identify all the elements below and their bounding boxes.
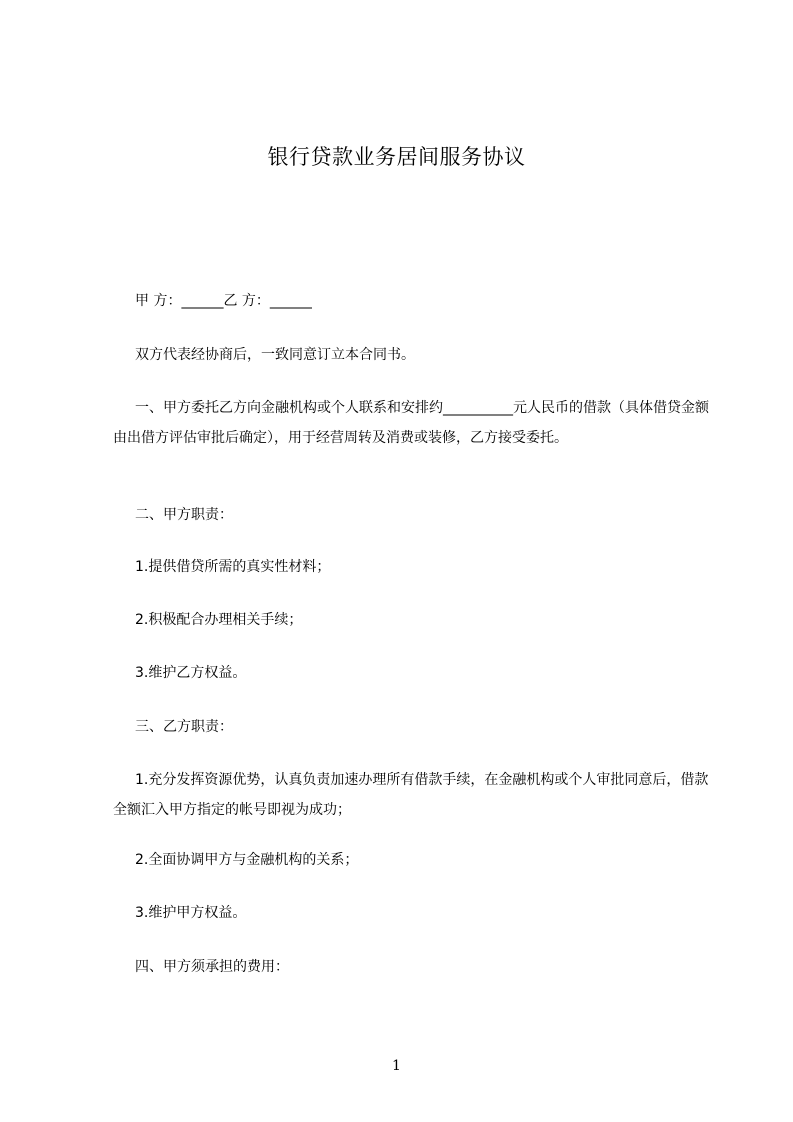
section-two-item: 2.积极配合办理相关手续； — [135, 612, 303, 628]
section-four-heading: 四、甲方须承担的费用： — [135, 959, 289, 975]
section-three-item: 2.全面协调甲方与金融机构的关系； — [135, 852, 359, 868]
section-two-item: 3.维护乙方权益。 — [135, 665, 247, 681]
clause-one-paragraph: 一、甲方委托乙方向金融机构或个人联系和安排约__________元人民币的借款（具体借贷金额由出借方评估审批后确定），用于经营周转及消费或装修，乙方接受委托。 — [113, 400, 709, 446]
section-three-item: 1.充分发挥资源优势，认真负责加速办理所有借款手续，在金融机构或个人审批同意后，借款全额汇入甲方指定的帐号即视为成功； — [113, 772, 709, 818]
document-title: 银行贷款业务居间服务协议 — [267, 145, 526, 169]
intro-paragraph: 双方代表经协商后，一致同意订立本合同书。 — [135, 347, 415, 363]
page-number: 1 — [392, 1058, 401, 1074]
section-two-item: 1.提供借贷所需的真实性材料； — [135, 559, 331, 575]
parties-line: 甲 方：______乙 方：______ — [135, 293, 312, 309]
section-three-item: 3.维护甲方权益。 — [135, 905, 247, 921]
section-two-heading: 二、甲方职责： — [135, 507, 233, 523]
section-three-heading: 三、乙方职责： — [135, 719, 233, 735]
